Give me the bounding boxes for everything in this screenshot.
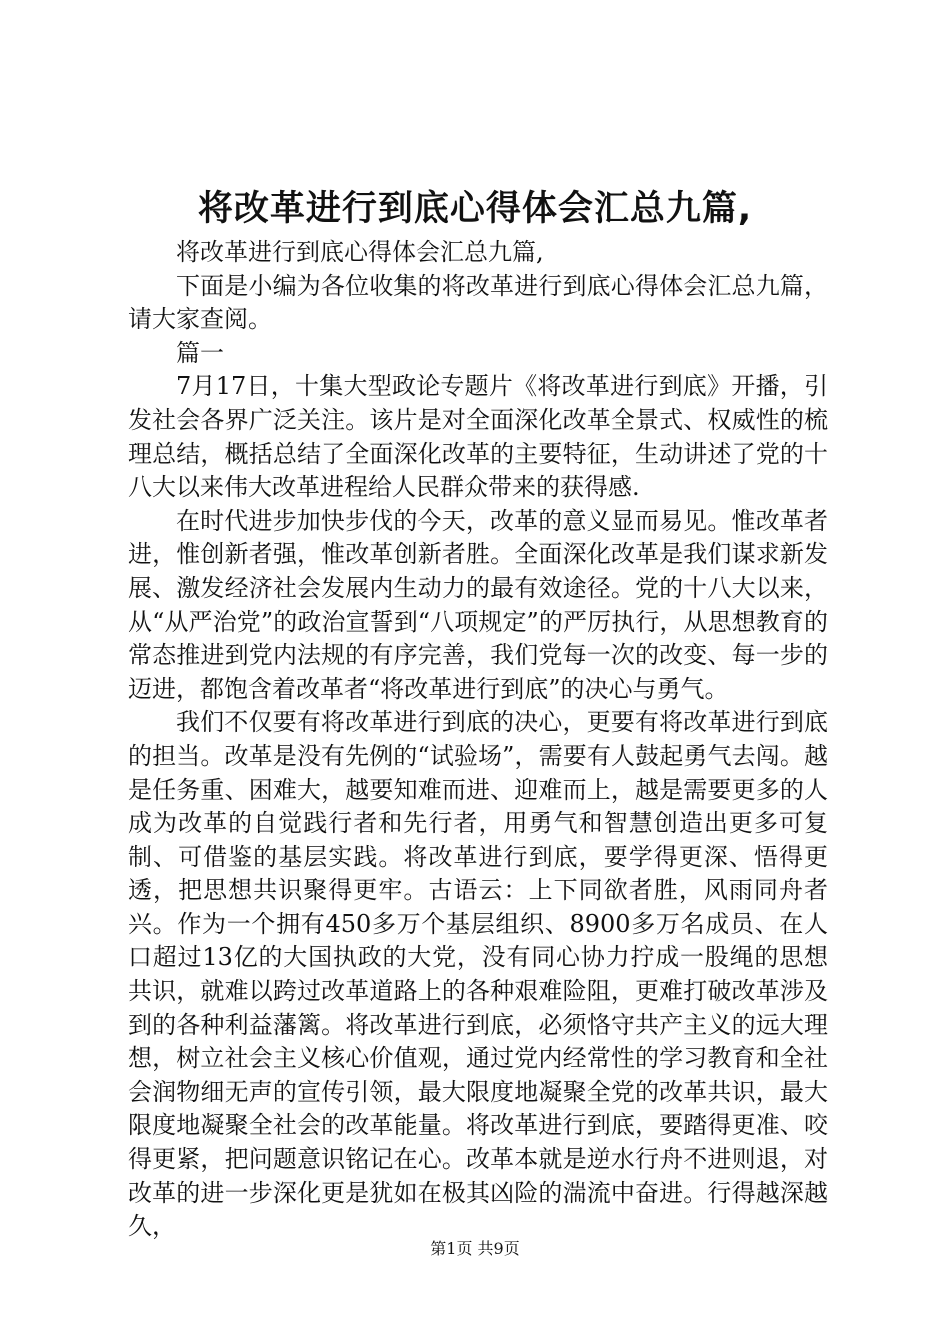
section-heading: 篇一 [176,338,224,367]
paragraph: 在时代进步加快步伐的今天，改革的意义显而易见。惟改革者进，惟创新者强，惟改革创新者胜。全面深化改革是我们谋求新发展、激发经济社会发展内生动力的最有效途径。党的十八大以来，从“从严治党”的政治宣誓到“八项规定”的严厉执行，从思想教育的常态推进到党内法规的有序完善，我们党每一次的改变、每一步的迈进，都饱含着改革者“将改革进行到底”的决心与勇气。 [128,506,828,703]
page-number-footer: 第1页 共9页 [430,1239,520,1258]
document-body [128,236,828,1244]
paragraph-intro: 下面是小编为各位收集的将改革进行到底心得体会汇总九篇，请大家查阅。 [128,271,828,334]
paragraph-subtitle: 将改革进行到底心得体会汇总九篇, [176,238,544,266]
paragraph: 7月17日，十集大型政论专题片《将改革进行到底》开播，引发社会各界广泛关注。该片是对全面深化改革全景式、权威性的梳理总结，概括总结了全面深化改革的主要特征，生动讲述了党的十八大以来伟大改革进程给人民群众带来的获得感. [128,372,828,502]
document-title: 将改革进行到底心得体会汇总九篇, [197,189,753,229]
paragraph: 我们不仅要有将改革进行到底的决心，更要有将改革进行到底的担当。改革是没有先例的“试验场”，需要有人鼓起勇气去闯。越是任务重、困难大，越要知难而进、迎难而上，越是需要更多的人成为改革的自觉践行者和先行者，用勇气和智慧创造出更多可复制、可借鉴的基层实践。将改革进行到底，要学得更深、悟得更透，把思想共识聚得更牢。古语云：上下同欲者胜，风雨同舟者兴。作为一个拥有450多万个基层组织、8900多万名成员、在人口超过13亿的大国执政的大党，没有同心协力拧成一股绳的思想共识，就难以跨过改革道路上的各种艰难险阻，更难打破改革涉及到的各种利益藩篱。将改革进行到底，必须恪守共产主义的远大理想，树立社会主义核心价值观，通过党内经常性的学习教育和全社会润物细无声的宣传引领，最大限度地凝聚全党的改革共识，最大限度地凝聚全社会的改革能量。将改革进行到底，要踏得更准、咬得更紧，把问题意识铭记在心。改革本就是逆水行舟不进则退，对改革的进一步深化更是犹如在极其凶险的湍流中奋进。行得越深越久， [128,708,828,1241]
